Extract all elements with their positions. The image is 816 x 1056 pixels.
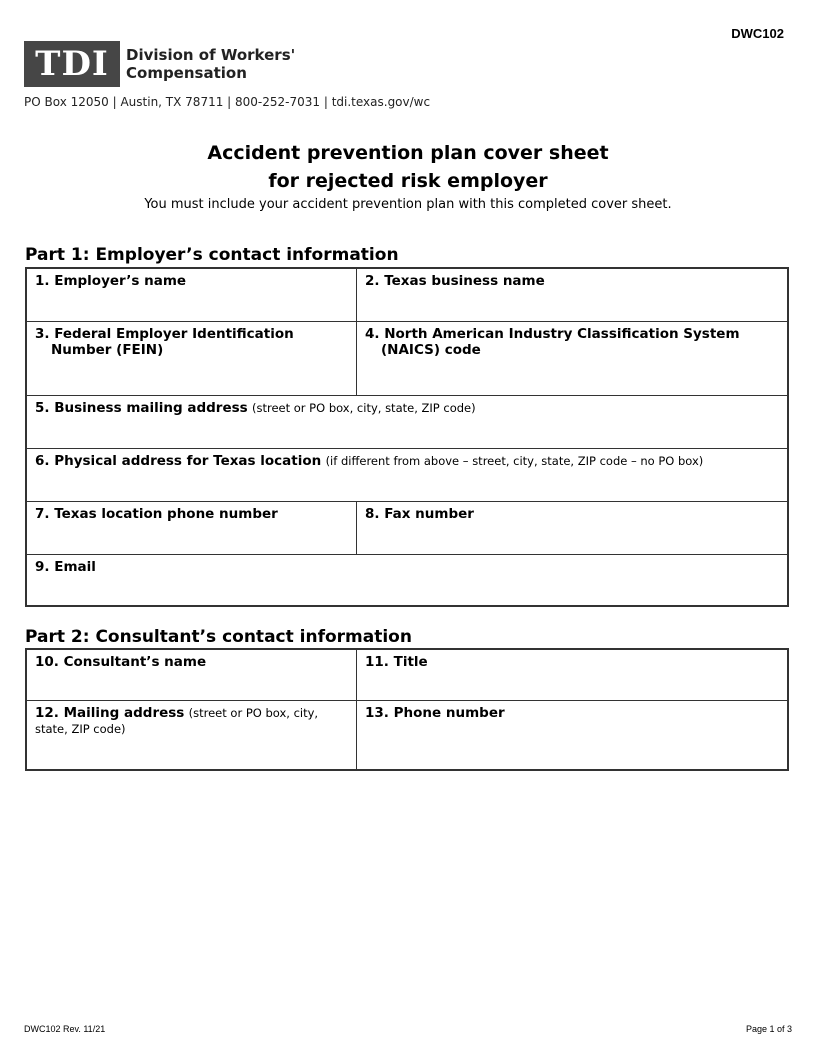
consultant-mailing-address-field[interactable]: [27, 701, 357, 769]
field-label: 7. Texas location phone number: [35, 506, 278, 522]
texas-phone-field[interactable]: [27, 502, 357, 554]
physical-address-field[interactable]: [27, 449, 787, 501]
form-code: DWC102: [731, 26, 784, 41]
field-label: 13. Phone number: [365, 705, 505, 721]
field-label: 5. Business mailing address: [35, 400, 248, 416]
field-label: Number (FEIN): [51, 342, 164, 358]
field-label: 6. Physical address for Texas location: [35, 453, 322, 469]
consultant-title-field[interactable]: [357, 650, 787, 700]
part1-heading: Part 1: Employer’s contact information: [25, 245, 399, 265]
field-label: 12. Mailing address: [35, 705, 185, 721]
field-label: 8. Fax number: [365, 506, 474, 522]
table-row: [27, 701, 787, 769]
employer-name-field[interactable]: [27, 269, 357, 321]
field-note: (if different from above – street, city, state, ZIP code – no PO box): [325, 454, 704, 468]
field-label: 4. North American Industry Classification System: [365, 326, 740, 342]
agency-name-line1: Division of Workers': [126, 46, 296, 64]
field-note: (street or PO box, city, state, ZIP code): [251, 401, 476, 415]
table-row: [27, 555, 787, 605]
field-label: (NAICS) code: [381, 342, 481, 358]
employer-contact-table: [25, 267, 789, 607]
field-label: 10. Consultant’s name: [35, 654, 207, 670]
table-row: [27, 396, 787, 449]
tdi-logo: [24, 41, 295, 87]
consultant-contact-table: [25, 648, 789, 771]
contact-line: PO Box 12050 | Austin, TX 78711 | 800-252-7031 | tdi.texas.gov/wc: [24, 95, 431, 109]
page-number: Page 1 of 3: [745, 1024, 792, 1034]
consultant-phone-field[interactable]: [357, 701, 787, 769]
field-label: 1. Employer’s name: [35, 273, 187, 289]
field-label: 3. Federal Employer Identification: [35, 326, 294, 342]
form-revision: DWC102 Rev. 11/21: [24, 1024, 106, 1034]
field-note: (street or PO box, city, state, ZIP code): [35, 706, 319, 736]
field-label: 2. Texas business name: [365, 273, 545, 289]
table-row: [27, 502, 787, 555]
texas-business-name-field[interactable]: [357, 269, 787, 321]
table-row: [27, 322, 787, 396]
tdi-logo-mark: TDI: [24, 41, 120, 87]
fein-field[interactable]: [27, 322, 357, 395]
page-title-line1: Accident prevention plan cover sheet: [207, 142, 609, 164]
table-row: [27, 269, 787, 322]
agency-name-line2: Compensation: [126, 64, 247, 82]
part2-heading: Part 2: Consultant’s contact information: [25, 627, 412, 647]
table-row: [27, 449, 787, 502]
field-label: 11. Title: [365, 654, 428, 670]
naics-code-field[interactable]: [357, 322, 787, 395]
consultant-name-field[interactable]: [27, 650, 357, 700]
business-mailing-address-field[interactable]: [27, 396, 787, 448]
agency-name: [126, 46, 295, 82]
field-label: 9. Email: [35, 559, 96, 575]
page-title-line2: for rejected risk employer: [268, 170, 548, 192]
email-field[interactable]: [27, 555, 787, 605]
fax-number-field[interactable]: [357, 502, 787, 554]
table-row: [27, 650, 787, 701]
page-subtitle: You must include your accident prevention plan with this completed cover sheet.: [144, 197, 672, 212]
